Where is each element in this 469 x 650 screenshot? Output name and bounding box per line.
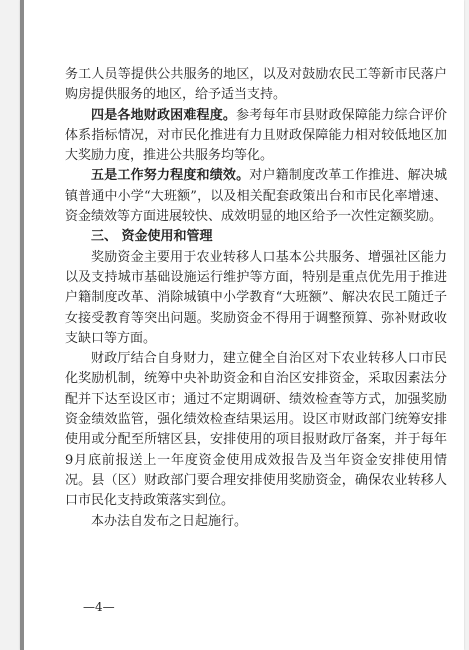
paragraph-effective-date: 本办法自发布之日起施行。 <box>91 513 248 529</box>
document-body <box>65 65 447 532</box>
paragraph-lead-bold: 五是工作努力程度和绩效。 <box>91 168 250 184</box>
paragraph-body: 参考每年市县财政保障能力综合评价体系指标情况，对市民化推进有力且财政保障能力相对较低地区加大奖励力度，推进公共服务均等化。 <box>65 107 447 164</box>
paragraph-work-effort <box>65 166 447 227</box>
paragraph-fund-management: 财政厅结合自身财力，建立健全自治区对下农业转移人口市民化奖励机制，统筹中央补助资金和自治区安排资金，采取因素法分配并下达至设区市；通过不定期调研、绩效检查等方式，加强奖励资金绩效监管，强化绩效检查结果运用。设区市财政部门统筹安排使用或分配至所辖区县，安排使用的项目报财政厅备案，并于每年9月底前报送上一年度资金使用成效报告及当年资金安排使用情况。县（区）财政部门要合理安排使用奖励资金，确保农业转移人口市民化支持政策落实到位。 <box>65 351 447 509</box>
paragraph-financial-difficulty <box>65 106 447 167</box>
page-number: —4— <box>83 600 115 614</box>
section-heading: 三、 资金使用和管理 <box>91 229 213 245</box>
page-left-edge <box>20 0 24 650</box>
paragraph-fund-usage: 奖励资金主要用于农业转移人口基本公共服务、增强社区能力以及支持城市基础设施运行维护等方面，特别是重点优先用于推进户籍制度改革、消除城镇中小学教育“大班额”、解决农民工随迁子女接受教育等突出问题。奖励资金不得用于调整预算、弥补财政收支缺口等方面。 <box>65 249 447 346</box>
document-page <box>20 0 464 650</box>
paragraph-continuation: 务工人员等提供公共服务的地区，以及对鼓励农民工等新市民落户购房提供服务的地区，给予适当支持。 <box>65 67 447 103</box>
paragraph-body: 对户籍制度改革工作推进、解决城镇普通中小学“大班额”，以及相关配套政策出台和市民化率增速、资金绩效等方面进展较快、成效明显的地区给予一次性定额奖励。 <box>65 168 447 225</box>
paragraph-lead-bold: 四是各地财政困难程度。 <box>91 107 237 123</box>
